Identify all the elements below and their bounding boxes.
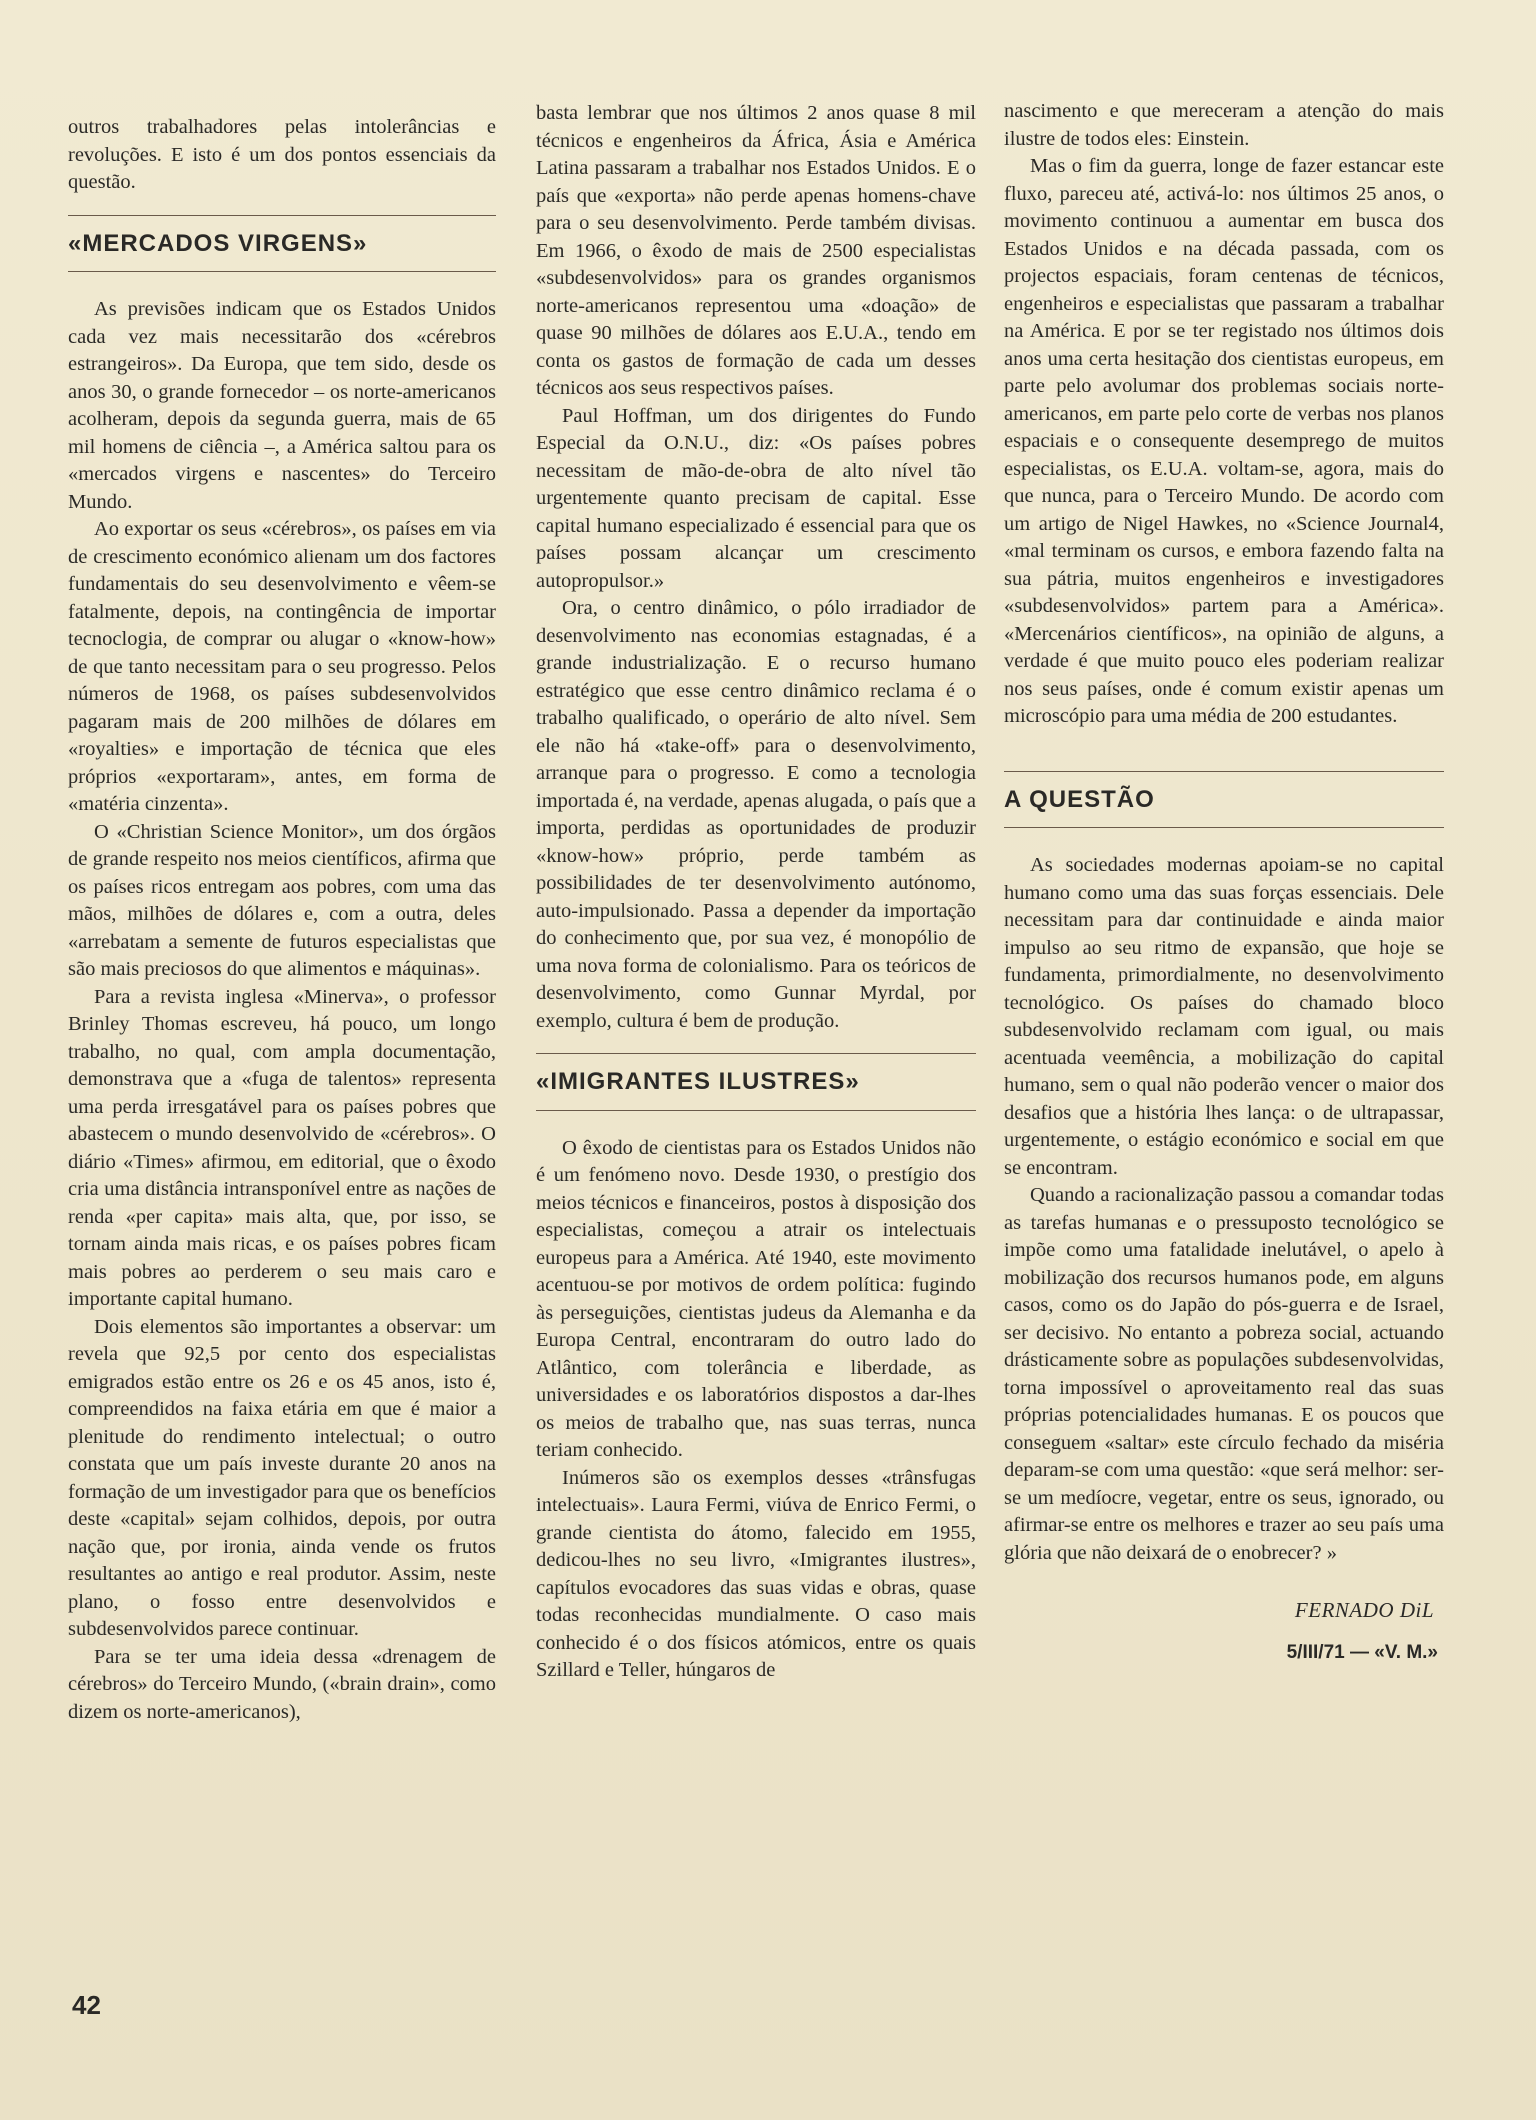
paragraph: Ao exportar os seus «cérebros», os países em via de crescimento económico alienam um dos factores fundamentais do seu desenvolvimento e vêem-se fatalmente, depois, na contingência de importar tecnoclogia, de comprar ou alugar o «know-how» de que tanto necessitam para o seu progresso. Pelos números de 1968, os países subdesenvolvidos pagaram mais de 200 milhões de dólares em «royalties» e importação de técnica que eles próprios «exportaram», antes, em forma de «matéria cinzenta». <box>68 518 496 815</box>
section-a-questao <box>1004 771 1444 829</box>
divider <box>536 1110 976 1111</box>
source-citation: 5/III/71 — «V. M.» <box>1286 1641 1438 1663</box>
divider <box>1004 827 1444 828</box>
paragraph: Paul Hoffman, um dos dirigentes do Fundo Especial da O.N.U., diz: «Os países pobres necessitam de mão-de-obra de alto nível tão urgentemente quanto precisam de capital. Esse capital humano especializado é essencial para que os países possam alcançar um crescimento autopropulsor.» <box>536 404 976 592</box>
paragraph: Para se ter uma ideia dessa «drenagem de cérebros» do Terceiro Mundo, («brain drain», como dizem os norte-americanos), <box>68 1645 496 1723</box>
section-body <box>1004 852 1444 1567</box>
paragraph: Inúmeros são os exemplos desses «trânsfugas intelectuais». Laura Fermi, viúva de Enrico Fermi, o grande cientista do átomo, falecido em 1955, dedicou-lhes no seu livro, «Imigrantes ilustres», capítulos evocadores das suas vidas e obras, quase todas reconhecidas mundialmente. O caso mais conhecido é o dos físicos atómicos, entre os quais Szillard e Teller, húngaros de <box>536 1466 976 1681</box>
paragraph: basta lembrar que nos últimos 2 anos quase 8 mil técnicos e engenheiros da África, Ásia e América Latina passaram a trabalhar nos Estados Unidos. E o país que «exporta» não perde apenas homens-chave para o seu desenvolvimento. Perde também divisas. Em 1966, o êxodo de mais de 2500 especialistas «subdesenvolvidos» para os grandes organismos norte-americanos representou uma «doação» de quase 90 milhões de dólares aos E.U.A., tendo em conta os gastos de formação de cada um desses técnicos aos seus respectivos países. <box>536 102 976 399</box>
paragraph: As sociedades modernas apoiam-se no capital humano como uma das suas forças essenciais. Dele necessitam para dar continuidade e ainda maior impulso ao seu ritmo de expansão, que hoje se fundamenta, primordialmente, no desenvolvimento tecnológico. Os países do chamado bloco subdesenvolvido reclamam com igual, ou mais acentuada veemência, a mobilização do capital humano, sem o qual não poderão vencer o maior dos desafios que a história lhes lança: o de ultrapassar, urgentemente, o estágio económico e social em que se encontram. <box>1004 854 1444 1179</box>
page-number: 42 <box>72 1990 101 2020</box>
column-2 <box>536 100 976 1685</box>
section-body <box>68 296 496 1726</box>
column-1 <box>68 114 496 1726</box>
paragraph: nascimento e que mereceram a atenção do mais ilustre de todos eles: Einstein. <box>1004 100 1444 150</box>
section-heading: A QUESTÃO <box>1004 785 1155 813</box>
paragraph: outros trabalhadores pelas intolerâncias e revoluções. E isto é um dos pontos essenciais da questão. <box>68 116 496 193</box>
paragraph: Para a revista inglesa «Minerva», o professor Brinley Thomas escreveu, há pouco, um longo trabalho, no qual, com ampla documentação, demonstrava que a «fuga de talentos» representa uma perda irresgatável para os países pobres que abastecem o mundo desenvolvido de «cérebros». O diário «Times» afirmou, em editorial, que o êxodo cria uma distância intransponível entre as nações de renda «per capita» mais alta, que, por isso, se tornam ainda mais ricas, e os países pobres ficam mais pobres ao perderem o seu mais caro e importante capital humano. <box>68 985 496 1310</box>
section-heading: «IMIGRANTES ILUSTRES» <box>536 1068 860 1095</box>
section-heading: «MERCADOS VIRGENS» <box>68 229 368 257</box>
paragraph: Dois elementos são importantes a observar: um revela que 92,5 por cento dos especialistas emigrados estão entre os 26 e os 45 anos, isto é, compreendidos na faixa etária em que é maior a plenitude do rendimento intelectual; o outro constata que um país investe durante 20 anos na formação de um investigador para que os benefícios deste «capital» sejam colhidos, depois, por outra nação que, por ironia, ainda vende os frutos resultantes ao antigo e real produtor. Assim, neste plano, o fosso entre desenvolvidos e subdesenvolvidos parece continuar. <box>68 1315 496 1640</box>
paragraph: Ora, o centro dinâmico, o pólo irradiador de desenvolvimento nas economias estagnadas, é a grande industrialização. E o recurso humano estratégico que esse centro dinâmico reclama é o trabalho qualificado, o operário de alto nível. Sem ele não há «take-off» para o desenvolvimento, arranque para o progresso. E como a tecnologia importada é, na verdade, apenas alugada, o país que a importa, perdidas as oportunidades de produzir «know-how» próprio, perde também as possibilidades de ter desenvolvimento autónomo, auto-impulsionado. Passa a depender da importação do conhecimento que, por sua vez, é monopólio de uma nova forma de colonialismo. Para os teóricos de desenvolvimento, como Gunnar Myrdal, por exemplo, cultura é bem de produção. <box>536 597 976 1032</box>
paragraph: Mas o fim da guerra, longe de fazer estancar este fluxo, pareceu até, activá-lo: nos últimos 25 anos, o movimento continuou a aumentar em busca dos Estados Unidos e na década passada, com os projectos espaciais, foram centenas de técnicos, engenheiros e especialistas que passaram a trabalhar na América. E por se ter registado nos últimos dois anos uma certa hesitação dos cientistas europeus, em parte pelo avolumar dos problemas sociais norte-americanos, em parte pelo corte de verbas nos planos espaciais e o consequente desemprego de muitos especialistas, os E.U.A. voltam-se, agora, mais do que nunca, para o Terceiro Mundo. De acordo com um artigo de Nigel Hawkes, no «Science Journal4, «mal terminam os cursos, e embora fazendo falta na sua pátria, muitos engenheiros e investigadores «subdesenvolvidos» partem para a América». «Mercenários científicos», na opinião de alguns, a verdade é que muito pouco eles poderiam realizar nos seus países, onde é comum existir apenas um microscópio para uma média de 200 estudantes. <box>1004 155 1444 727</box>
section-mercados-virgens <box>68 215 496 273</box>
divider <box>68 271 496 272</box>
paragraph: As previsões indicam que os Estados Unidos cada vez mais necessitarão dos «cérebros estrangeiros». Da Europa, que tem sido, desde os anos 30, o grande fornecedor – os norte-americanos acolheram, depois da segunda guerra, mais de 65 mil homens de ciência –, a América saltou para os «mercados virgens e nascentes» do Terceiro Mundo. <box>68 298 496 513</box>
column-3 <box>1004 98 1444 1666</box>
paragraph: O êxodo de cientistas para os Estados Unidos não é um fenómeno novo. Desde 1930, o prestígio dos meios técnicos e financeiros, postos à disposição dos especialistas, começou a atrair os intelectuais europeus para a América. Até 1940, este movimento acentuou-se por motivos de ordem política: fugindo às perseguições, cientistas judeus da Alemanha e da Europa Central, encontraram do outro lado do Atlântico, com tolerância e liberdade, as universidades e os laboratórios dispostos a dar-lhes os meios de trabalho que, nas suas terras, nunca teriam conhecido. <box>536 1136 976 1461</box>
paragraph: O «Christian Science Monitor», um dos órgãos de grande respeito nos meios científicos, afirma que os países ricos entregam aos pobres, com uma das mãos, milhões de dólares e, com a outra, deles «arrebatam a semente de futuros especialistas que são mais preciosos do que alimentos e máquinas». <box>68 820 496 980</box>
section-body <box>536 1135 976 1685</box>
paragraph: Quando a racionalização passou a comandar todas as tarefas humanas e o pressuposto tecnológico se impõe como uma fatalidade inelutável, o apelo à mobilização dos recursos humanos pode, em alguns casos, como os do Japão do pós-guerra e de Israel, ser decisivo. No entanto a pobreza social, actuando drásticamente sobre as populações subdesenvolvidas, torna impossível o aproveitamento real das suas próprias potencialidades humanas. E os poucos que conseguem «saltar» este círculo fechado da miséria deparam-se com uma questão: «que será melhor: ser-se um medíocre, vegetar, entre os seus, ignorado, ou afirmar-se entre os melhores e trazer ao seu país uma glória que não deixará de o enobrecer? » <box>1004 1184 1444 1564</box>
author-signature: FERNADO DiL <box>1294 1598 1434 1622</box>
section-imigrantes-ilustres <box>536 1053 976 1111</box>
